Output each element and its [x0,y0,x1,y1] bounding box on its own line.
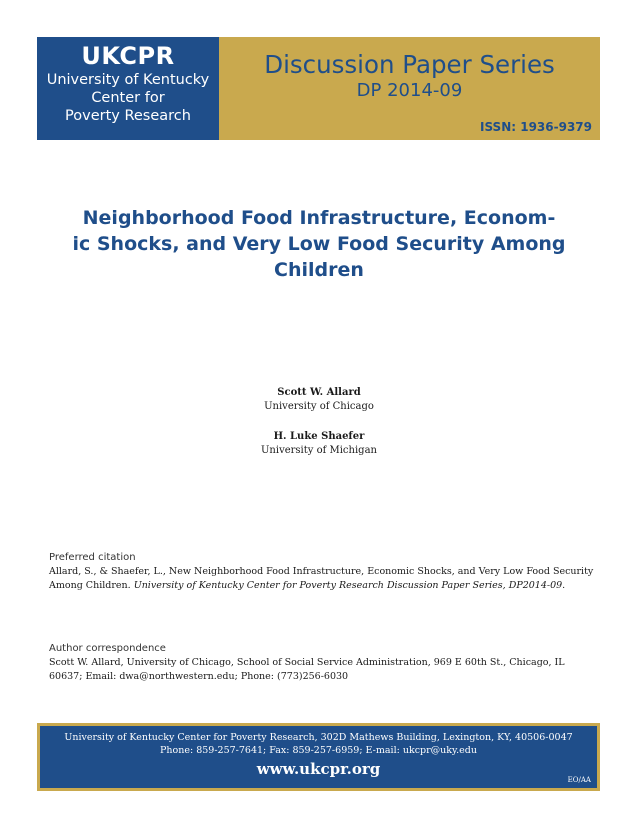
title-line: Neighborhood Food Infrastructure, Econom- [82,207,556,229]
title-line: Children [274,259,364,281]
series-block [219,37,600,140]
org-acronym: UKCPR [81,42,175,70]
footer-address: University of Kentucky Center for Poverty Research, 302D Mathews Building, Lexington, KY, 40506-0047 [64,732,573,743]
org-block [37,37,219,140]
authors-block [0,386,638,458]
eo-aa-tag: EO/AA [567,776,591,784]
title-line: ic Shocks, and Very Low Food Security Among [72,233,566,255]
author-affiliation: University of Michigan [261,445,377,456]
citation-label: Preferred citation [49,552,136,563]
footer-banner [37,723,600,791]
author-correspondence [49,642,594,684]
citation-text [49,565,594,593]
series-title: Discussion Paper Series [264,50,555,79]
footer-contact: Phone: 859-257-7641; Fax: 859-257-6959; E-mail: ukcpr@uky.edu [160,745,477,756]
website-link[interactable]: www.ukcpr.org [256,760,381,778]
header-banner [37,37,600,140]
correspondence-label: Author correspondence [49,643,166,654]
org-name-line: Center for [91,90,165,106]
author-name: Scott W. Allard [277,387,361,398]
issn: ISSN: 1936-9379 [479,120,592,134]
citation-text-plain: Allard, S., & Shaefer, L., New Neighborhood Food Infrastructure, Economic Shocks, and Very Low Food Security Among Children. [49,566,594,591]
correspondence-text: Scott W. Allard, University of Chicago, School of Social Service Administration, 969 E 60th St., Chicago, IL 60637; Email: dwa@northwestern.edu; Phone: (773)256-6030 [49,657,565,682]
author-affiliation: University of Chicago [264,401,374,412]
org-name-line: Poverty Research [65,108,191,124]
preferred-citation [49,551,594,593]
author-name: H. Luke Shaefer [273,431,365,442]
discussion-paper-number: DP 2014-09 [356,80,463,101]
paper-title [60,205,578,283]
org-name-line: University of Kentucky [46,72,210,88]
citation-text-italic: University of Kentucky Center for Poverty Research Discussion Paper Series, DP2014-09. [133,580,566,591]
